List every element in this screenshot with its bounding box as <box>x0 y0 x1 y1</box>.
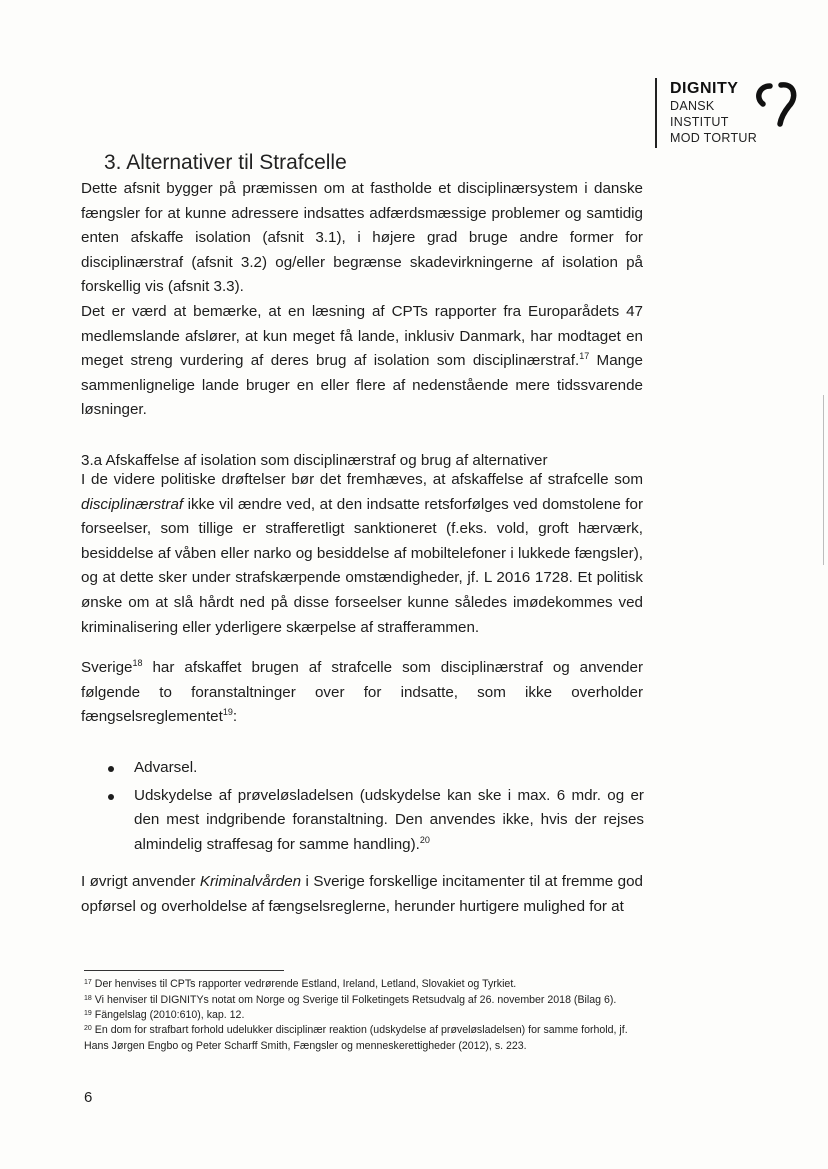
dignity-logo <box>655 78 805 150</box>
bullet-dot-icon <box>108 766 114 772</box>
bullet-dot-icon <box>108 794 114 800</box>
footnote-text: En dom for strafbart forhold udelukker disciplinær reaktion (udskydelse af prøveløsladelsen) for samme forhold, jf. Hans Jørgen Engbo og Peter Scharff Smith, Fængsler og menneskerettigheder (2012), s. 223. <box>84 1024 628 1052</box>
paragraph-cpt-text-a: Det er værd at bemærke, at en læsning af CPTs rapporter fra Europarådets 47 medlemslande afslører, at kun meget få lande, inklusiv Danmark, har modtaget en meget streng vurdering af deres brug af isolation som disciplinærstraf. <box>81 303 643 370</box>
footnote-text: Vi henviser til DIGNITYs notat om Norge og Sverige til Folketingets Retsudvalg af 26. november 2018 (Bilag 6). <box>94 994 617 1006</box>
paragraph-kriminalvarden <box>81 870 643 919</box>
list-item <box>104 784 644 858</box>
logo-line-1: DANSK <box>670 99 715 113</box>
footnote-17 <box>84 977 649 993</box>
list-item <box>104 756 644 781</box>
footnote-number: 18 <box>84 995 92 1002</box>
paragraph-cpt-text-b: Mange sammenlignelige lande bruger en eller flere af nedenstående mere tidssvarende løsninger. <box>81 352 643 419</box>
logo-line-3: MOD TORTUR <box>670 131 758 145</box>
footnote-separator <box>84 970 284 971</box>
footnote-number: 19 <box>84 1010 92 1017</box>
paragraph-politics <box>81 468 643 640</box>
footnote-ref-19: 19 <box>222 707 233 718</box>
footnote-ref-20: 20 <box>419 834 430 845</box>
list-item-text: Udskydelse af prøveløsladelsen (udskydelse kan ske i max. 6 mdr. og er den mest indgribende foranstaltning. Den anvendes ikke, hvis der rejses almindelig straffesag for samme handling). <box>134 786 644 853</box>
paragraph-politics-text-a: I de videre politiske drøftelser bør det fremhæves, at afskaffelse af strafcelle som <box>81 471 643 488</box>
footnote-number: 20 <box>84 1025 92 1032</box>
footnote-text: Der henvises til CPTs rapporter vedrørende Estland, Ireland, Letland, Slovakiet og Tyrkiet. <box>94 978 517 990</box>
footnote-number: 17 <box>84 979 92 986</box>
dignity-heart-mark-icon <box>751 78 801 128</box>
footnote-ref-17: 17 <box>579 351 590 362</box>
footnote-20 <box>84 1023 649 1054</box>
paragraph-sweden <box>81 656 643 730</box>
footnote-18 <box>84 993 649 1009</box>
bullet-list <box>104 756 644 860</box>
footnote-text: Fängelslag (2010:610), kap. 12. <box>94 1009 245 1021</box>
section-heading: 3. Alternativer til Strafcelle <box>104 151 347 174</box>
paragraph-kriminalvarden-text-a: I øvrigt anvender <box>81 873 200 890</box>
logo-line-2: INSTITUT <box>670 115 729 129</box>
paragraph-sweden-text-b: har afskaffet brugen af strafcelle som disciplinærstraf og anvender følgende to foranstaltninger over for indsatte, som ikke overholder fængselsreglementet <box>81 659 643 726</box>
paragraph-kriminalvarden-italic: Kriminalvården <box>199 873 302 890</box>
logo-divider <box>655 78 657 148</box>
paragraph-intro: Dette afsnit bygger på præmissen om at fastholde et disciplinærsystem i danske fængsler for at kunne adressere indsattes adfærdsmæssige problemer og samtidig enten afskaffe isolation (afsnit 3.1), i højere grad bruge andre former for disciplinærstraf (afsnit 3.2) og/eller begrænse skadevirkningerne af isolation på forskellig vis (afsnit 3.3). <box>81 180 643 296</box>
page-number: 6 <box>84 1089 93 1106</box>
footnote-19 <box>84 1008 649 1024</box>
paragraph-sweden-text-a: Sverige <box>81 659 133 676</box>
paragraph-cpt <box>81 300 643 423</box>
list-item-text: Advarsel. <box>134 759 198 776</box>
paragraph-kriminalvarden-text-b: i Sverige forskellige incitamenter til at fremme god opførsel og overholdelse af fængselsreglerne, herunder hurtigere mulighed for at <box>81 873 643 915</box>
paragraph-politics-italic: disciplinærstraf <box>81 495 184 513</box>
paragraph-politics-text-b: ikke vil ændre ved, at den indsatte retsforfølges ved domstolene for forseelser, som tillige er strafferetligt sanktioneret (f.eks. vold, groft hærværk, besiddelse af våben eller narko og besiddelse af mobiltelefoner i lukkede fængsler), og at dette sker under strafskærpende omstændigheder, jf. L 2016 1728. Et politisk ønske om at slå hårdt ned på disse forseelser kunne således imødekommes ved kriminalisering eller yderligere skærpelse af strafferammen. <box>81 495 643 636</box>
paragraph-sweden-text-c: : <box>232 708 238 726</box>
subsection-heading: 3.a Afskaffelse af isolation som disciplinærstraf og brug af alternativer <box>81 452 548 469</box>
scan-edge-line <box>823 395 824 565</box>
footnote-ref-18: 18 <box>132 658 143 668</box>
logo-name: DIGNITY <box>670 80 739 97</box>
